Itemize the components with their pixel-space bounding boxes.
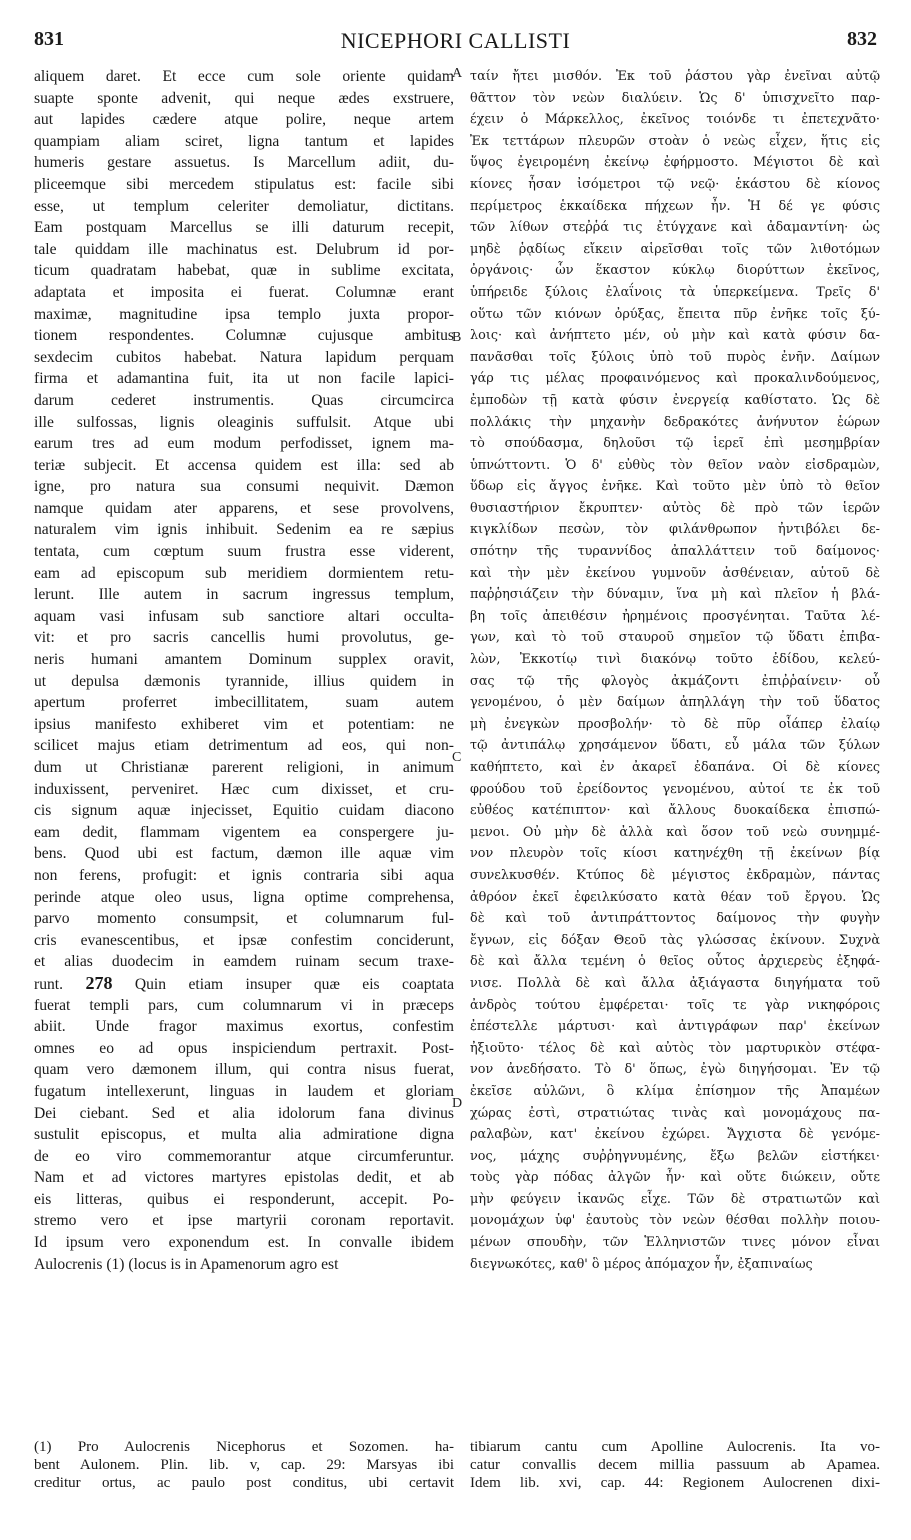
margin-letter-b: B bbox=[452, 330, 462, 345]
greek-text-line: σας τῷ τῆς φλογὸς ἀκμάζοντι ἐπιῤῥαίνειν· οὗ bbox=[470, 673, 880, 689]
greek-text-line: ἀνδρὸς τούτου ἐμφέρεται· τοῖς τε γὰρ νικηφόροις bbox=[470, 997, 880, 1013]
latin-text-line: parvo momento consumpsit, et columnarum ful- bbox=[34, 910, 454, 928]
latin-text-line: quam vero dæmonem illum, qui contra nisus fuerat, bbox=[34, 1061, 454, 1079]
greek-text-line: ὀργάνοις· ὧν ἕκαστον κύκλῳ διορύττων ἐκεῖνος, bbox=[470, 263, 880, 279]
latin-text-line: ipsius manifesto exhiberet vim et potentiam: ne bbox=[34, 715, 454, 733]
latin-text-line: sexdecim cubitos habebat. Natura lapidum perquam bbox=[34, 348, 454, 366]
greek-text-line: λοις· καὶ ἀνήπτετο μέν, οὐ μὴν καὶ κατὰ φύσιν δα- bbox=[470, 328, 880, 344]
greek-text-line: οὕτω τῶν κιόνων ὀρύξας, ἔπειτα πῦρ ἐνῆκε τοῖς ξύ- bbox=[470, 306, 880, 322]
latin-text-line: vit: et pro sacris cancellis humi provolutus, ge- bbox=[34, 629, 454, 647]
latin-text-line: aquam vasi infusam sub sanctiore altari occulta- bbox=[34, 607, 454, 625]
greek-text-line: νον ἀνεδήσατο. Τὸ δ' ὅπως, ἐγὼ διηγήσομαι. Ἐν τῷ bbox=[470, 1062, 880, 1078]
latin-text-line: eam dedit, flammam vigentem ea conspergere ju- bbox=[34, 823, 454, 841]
latin-text-line: quampiam aliam sciret, ligna tantum et lapides bbox=[34, 132, 454, 150]
greek-text-line: νον πλευρὸν τοῖς κίοσι κατηνέχθη τῇ ἐκείνων βίᾳ bbox=[470, 846, 880, 862]
greek-text-line: εὐθέος κατέπιπτον· καὶ ἄλλους δυοκαίδεκα ἐπισπώ- bbox=[470, 803, 880, 819]
running-title: NICEPHORI CALLISTI bbox=[340, 28, 571, 53]
latin-text-line: ut depulsa dæmonis tyrannide, illius quidem in bbox=[34, 672, 454, 690]
latin-text-line: igne, pro natura sua consumi nequivit. Dæmon bbox=[34, 478, 454, 496]
margin-letter-d: D bbox=[452, 1096, 463, 1111]
latin-text-line: eam ad episcopum sub meridiem dormientem retu- bbox=[34, 564, 454, 582]
greek-text-line: ὑπήρειδε ξύλοις ἐλαΐνοις τὰ ὑπερκείμενα. Τρεῖς δ' bbox=[470, 284, 880, 300]
latin-text-line: humeris gestare assuetus. Is Marcellum adiit, du- bbox=[34, 154, 454, 172]
footnote-line: (1) Pro Aulocrenis Nicephorus et Sozomen. ha- bbox=[34, 1439, 454, 1455]
greek-text-line: μενοι. Οὐ μὴν δὲ ἀλλὰ καὶ ὅσον τοῦ νεὼ συνημμέ- bbox=[470, 824, 880, 840]
latin-text-line: non ferens, profugit: et ignis contraria sibi aqua bbox=[34, 866, 454, 884]
greek-text-line: ραλαβὼν, κατ' ἐκείνου ἐχώρει. Ἄγχιστα δὲ γενόμε- bbox=[470, 1127, 880, 1143]
latin-text-line: tale quiddam ille machinatus est. Delubrum id por- bbox=[34, 240, 454, 258]
latin-text-line: Id ipsum vero exponendum est. In convalle ibidem bbox=[34, 1234, 454, 1252]
greek-text-line: πολλάκις τὴν μηχανὴν δεδρακότες ἀνήνυτον ἑώρων bbox=[470, 414, 880, 430]
latin-text-line: de eo viro commemorantur atque circumferuntur. bbox=[34, 1147, 454, 1165]
greek-text-line: τῶν λίθων στεῤῥά τις ἐτύγχανε καὶ ἀδαμαντίνη· ὡς bbox=[470, 220, 880, 236]
greek-text-line: νισε. Πολλὰ δὲ καὶ ἄλλα ἀξιάγαστα διηγήματα τοῦ bbox=[470, 975, 880, 991]
latin-text-line: tionem respondentes. Columnæ cujusque ambitus bbox=[34, 327, 454, 345]
greek-text-line: συνελκυσθέν. Κτύπος δὲ μέγιστος ἐκδραμὼν, πάντας bbox=[470, 867, 880, 883]
greek-text-line: έχειν ὁ Μάρκελλος, ἐκεῖνος τοιόνδε τι ἐπετεχνᾶτο· bbox=[470, 112, 880, 128]
greek-text-line: φρούδου τοῦ ἐρείδοντος γενομένου, αὐτοί τε ἐκ τοῦ bbox=[470, 781, 880, 797]
greek-text-line: τὸ σπούδασμα, δηλοῦσι τῷ ἱερεῖ ἐπὶ μεσημβρίαν bbox=[470, 436, 880, 452]
latin-text-line: teriæ subjecit. Et accensa quidem est illa: sed ab bbox=[34, 456, 454, 474]
greek-text-line: κιγκλίδων πεσὼν, τὸν φιλάνθρωπον ἠντιβόλει δε- bbox=[470, 522, 880, 538]
latin-text-line: cris evanescentibus, et ipsæ confestim conciderunt, bbox=[34, 931, 454, 949]
latin-text-line: fugatum intellexerunt, linguas in laudem et gloriam bbox=[34, 1082, 454, 1100]
greek-text-line: ἐπέστελλε μάρτυσι· καὶ ἀντιγράφων παρ' ἐκείνων bbox=[470, 1019, 880, 1035]
latin-column bbox=[34, 66, 454, 1431]
greek-text-line: ταίν ἤτει μισθόν. Ἐκ τοῦ ῥάστου γὰρ ἐνεῖναι αὐτῷ bbox=[470, 69, 880, 84]
footnote-line: Idem lib. xvi, cap. 44: Regionem Aulocrenen dixi- bbox=[470, 1475, 880, 1491]
latin-text-line: sustulit episcopus, et multa alia admiratione digna bbox=[34, 1126, 454, 1144]
footnote-line: bent Aulonem. Plin. lib. v, cap. 29: Marsyas ibi bbox=[34, 1457, 454, 1473]
greek-text-line: ὕψος ἐγειρομένη ἐκείνῳ ἐφήρμοστο. Μέγιστοι δὲ καὶ bbox=[470, 155, 880, 171]
latin-text-line: scilicet majus etiam detrimentum ad eos, qui non- bbox=[34, 737, 454, 755]
latin-text-line: ille sulfossas, lignis oleaginis suffulsit. Atque ubi bbox=[34, 413, 454, 431]
latin-text-line: aut lapides cædere atque polire, neque artem bbox=[34, 111, 454, 129]
greek-text-line: μονομάχων ὑφ' ἑαυτοὺς τὸν νεὼν θέσθαι πολλὴν ποιου- bbox=[470, 1213, 880, 1229]
page-number-left: 831 bbox=[34, 28, 64, 50]
greek-text-line: δὲ καὶ τοῦ ἀντιπράττοντος δαίμονος τὴν φυγὴν bbox=[470, 911, 880, 927]
greek-text-line: κίονες ἦσαν ἰσόμετροι τῷ νεῷ· ἑκάστου δὲ κίονος bbox=[470, 176, 880, 192]
latin-text-line: apertum proferret imbecillitatem, suam autem bbox=[34, 694, 454, 712]
page-header bbox=[34, 28, 877, 58]
latin-text-line: adaptata et imposita ei fuerat. Columnæ erant bbox=[34, 283, 454, 301]
greek-text-line: βη τοῖς ἀπειθέσιν ἠρημένοις προσγένηται. Ταῦτα λέ- bbox=[470, 608, 880, 624]
latin-text-line: firma et adamantina fuit, ita ut non facile lapici- bbox=[34, 370, 454, 388]
latin-text-line: cis signum aquæ injecisset, Equitio cuidam diacono bbox=[34, 802, 454, 820]
greek-text-line: σπότην τῆς τυραννίδος ἀπαλλάττειν τοῦ δαίμονος· bbox=[470, 544, 880, 560]
footnote-line: creditur ortus, ac paulo post conditus, ubi certavit bbox=[34, 1475, 454, 1491]
greek-text-line: γάρ τις μέλας προφαινόμενος καὶ προκαλινδούμενος, bbox=[470, 371, 880, 387]
greek-text-line: ἀθρόον ἐκεῖ ἐφειλκύσατο κατὰ θέαν τοῦ ἔργου. Ὡς bbox=[470, 889, 880, 905]
page-number-right: 832 bbox=[847, 28, 877, 50]
margin-letter-a: A bbox=[452, 66, 463, 81]
latin-text-line: aliquem daret. Et ecce cum sole oriente quidam bbox=[34, 68, 454, 85]
latin-text-line: dum ut Christianæ parerent religioni, in animum bbox=[34, 759, 454, 776]
greek-text-line: γενομένου, ὁ μὲν δαίμων ἀπηλλάγη τὴν τοῦ ὕδατος bbox=[470, 695, 880, 711]
greek-text-line: χώρας ἐστὶ, στρατιώτας τινὰς καὶ μονομάχους πα- bbox=[470, 1105, 880, 1121]
greek-text-line: περίμετρος ἑκκαίδεκα πήχεων ἦν. Ἡ δέ γε φύσις bbox=[470, 198, 880, 214]
latin-text-line: abiit. Unde fragor maximus exortus, confestim bbox=[34, 1018, 454, 1036]
greek-text-line: ἔγνων, εἰς δόξαν Θεοῦ τὰς γλώσσας ἐκίνουν. Συχνὰ bbox=[470, 932, 880, 948]
greek-text-line: διεγνωκότες, καθ' ὃ μέρος ἀπόμαχον ἦν, ἐξαπιναίως bbox=[470, 1256, 813, 1272]
greek-text-line: τοὺς γὰρ πόδας ἀλγῶν ἦν· καὶ οὔτε διώκειν, οὔτε bbox=[470, 1170, 880, 1186]
latin-text-line: induxissent, perveniret. Hæc cum dixisset, et cru- bbox=[34, 780, 454, 798]
latin-text-line: omnes eo ad opus inspiciendum pertraxit. Post- bbox=[34, 1039, 454, 1057]
greek-column bbox=[470, 66, 880, 1431]
greek-text-line: θᾶττον τὸν νεὼν διαλύειν. Ὡς δ' ὑπισχνεῖτο παρ- bbox=[470, 90, 880, 106]
latin-text-line: runt. 278 Quin etiam insuper quæ eis coaptata bbox=[34, 972, 454, 993]
greek-text-line: ὑπνώττοντι. Ὁ δ' εὐθὺς τὸν θεῖον ναὸν εἰσδραμὼν, bbox=[470, 457, 880, 473]
latin-text-line: Nam et ad victores martyres epistolas dedit, et ab bbox=[34, 1169, 454, 1187]
greek-text-line: ἐμποδὼν τῇ κατὰ φύσιν ἐνεργείᾳ καθίστατο. Ὡς δὲ bbox=[470, 392, 880, 408]
footnote-line: tibiarum cantu cum Apolline Aulocrenis. Ita vo- bbox=[470, 1439, 880, 1455]
greek-text-line: Ἐκ τεττάρων πλευρῶν στοὰν ὁ νεὼς εἶχεν, ἥτις εἰς bbox=[470, 133, 880, 149]
greek-text-line: γων, καὶ τὸ τοῦ σταυροῦ σημεῖον τῷ ὕδατι ἐπιβα- bbox=[470, 630, 880, 646]
footnote-line: catur convallis decem millia passuum ab Apamea. bbox=[470, 1457, 880, 1473]
latin-text-line: et alias duodecim in eamdem ruinam secum traxe- bbox=[34, 953, 454, 971]
latin-text-line: neris humani amantem Dominum supplex oravit, bbox=[34, 651, 454, 669]
latin-text-line: pliceemque sibi mercedem stipulatus est: facile sibi bbox=[34, 175, 454, 193]
greek-text-line: πανᾶσθαι τοῖς ξύλοις ὑπὸ τοῦ πυρὸς ἐνῆν. Δαίμων bbox=[470, 349, 880, 365]
latin-text-line: namque quidam ater apparens, et sese provolvens, bbox=[34, 499, 454, 517]
margin-letter-c: C bbox=[452, 750, 462, 765]
greek-text-line: παῤῥησιάζειν τὴν δύναμιν, ἵνα μὴ καὶ πλεῖον ἡ βλά- bbox=[470, 587, 880, 603]
greek-text-line: μηδὲ ῥᾳδίως εἴκειν αἱρεῖσθαι τοῖς τῶν λιθοτόμων bbox=[470, 241, 880, 257]
greek-text-line: ὕδωρ εἰς ἄγγος ἐνῆκε. Καὶ τοῦτο μὲν ὑπὸ τὸ θεῖον bbox=[470, 479, 880, 495]
greek-text-line: μένων σπουδὴν, τῶν Ἑλληνιστῶν τινες μόνον εἶναι bbox=[470, 1235, 880, 1251]
latin-text-line: suapte sponte advenit, qui neque ædes exstruere, bbox=[34, 89, 454, 107]
greek-text-line: ἐκεῖσε αὐλῶνι, ὃ κλίμα ἐπίσημον τῆς Ἀπαμέων bbox=[470, 1083, 880, 1099]
latin-text-line: lerunt. Ille autem in sacrum ingressus templum, bbox=[34, 586, 454, 604]
latin-text-line: darum cederet instrumentis. Quas circumcirca bbox=[34, 391, 454, 409]
latin-text-line: tentata, cum cœptum suum frustra esse viderent, bbox=[34, 543, 454, 561]
latin-text-line: maximæ, magnitudine ipsa templo juxta propor- bbox=[34, 305, 454, 323]
latin-text-line: Aulocrenis (1) (locus is in Apamenorum agro est bbox=[34, 1255, 339, 1273]
latin-text-line: bens. Quod ubi est factum, dæmon ille aquæ vim bbox=[34, 845, 454, 863]
latin-text-line: Eam postquam Marcellus se illi daturum recepit, bbox=[34, 219, 454, 237]
greek-text-line: μὴν φεύγειν ἱκανῶς εἶχε. Τῶν δὲ στρατιωτῶν καὶ bbox=[470, 1191, 880, 1207]
latin-text-line: fuerat templi pars, cum columnarum vi in præceps bbox=[34, 996, 454, 1014]
greek-text-line: μὴ ἐνεγκὼν προσβολήν· τὸ δὲ πῦρ οἷάπερ ἐλαίῳ bbox=[470, 716, 880, 732]
greek-text-line: θυσιαστήριον ἔκρυπτεν· αὐτὸς δὲ πρὸ τῶν ἱερῶν bbox=[470, 500, 880, 516]
latin-text-line: naturalem vim ignis inhibuit. Sedenim ea re sæpius bbox=[34, 521, 454, 539]
greek-text-line: λὼν, Ἐκκοτίῳ τινὶ διακόνῳ τοῦτο ἐδίδου, κελεύ- bbox=[470, 652, 880, 668]
latin-text-line: stremo vero et ipse martyrii coronam reportavit. bbox=[34, 1212, 454, 1230]
latin-text-line: eis litteras, quibus ei responderunt, accepit. Po- bbox=[34, 1190, 454, 1208]
greek-text-line: τῷ ἀντιπάλῳ χρησάμενον ὕδατι, εὖ μάλα τῶν ξύλων bbox=[470, 738, 880, 754]
section-number: 278 bbox=[85, 972, 113, 993]
footnote-right bbox=[470, 1438, 880, 1492]
latin-text-line: perinde atque oleo usus, ligna optime comprehensa, bbox=[34, 888, 454, 906]
latin-text-line: earum tres ad eum modum perfodisset, ignem ma- bbox=[34, 435, 454, 453]
greek-text-line: καὶ τὴν μὲν ἐκείνου γυμνοῦν ἀσθένειαν, αὑτοῦ δὲ bbox=[470, 565, 880, 581]
greek-text-line: δὲ καὶ ἄλλα τεμένη ὁ θεῖος οὗτος ἀρχιερεὺς ἐξηφά- bbox=[470, 954, 880, 970]
greek-text-line: νος, μάχης συῤῥηγνυμένης, ἔξω βελῶν εἱστήκει· bbox=[470, 1148, 880, 1164]
greek-text-line: καθήπτετο, καὶ ἐν ἀκαρεῖ ἐδαπάνα. Οἱ δὲ κίονες bbox=[470, 760, 880, 775]
latin-text-line: ticum quadratam habebat, quæ in sublime excitata, bbox=[34, 262, 454, 280]
latin-text-line: Dei ciebant. Sed et alia idolorum fana divinus bbox=[34, 1104, 454, 1122]
footnote-left bbox=[34, 1438, 454, 1492]
greek-text-line: ἠξιοῦτο· τέλος δὲ καὶ αὐτὸς τὸν μαρτυρικὸν στέφα- bbox=[470, 1040, 880, 1056]
latin-text-line: esse, ut templum celeriter demoliatur, dictitans. bbox=[34, 197, 454, 215]
